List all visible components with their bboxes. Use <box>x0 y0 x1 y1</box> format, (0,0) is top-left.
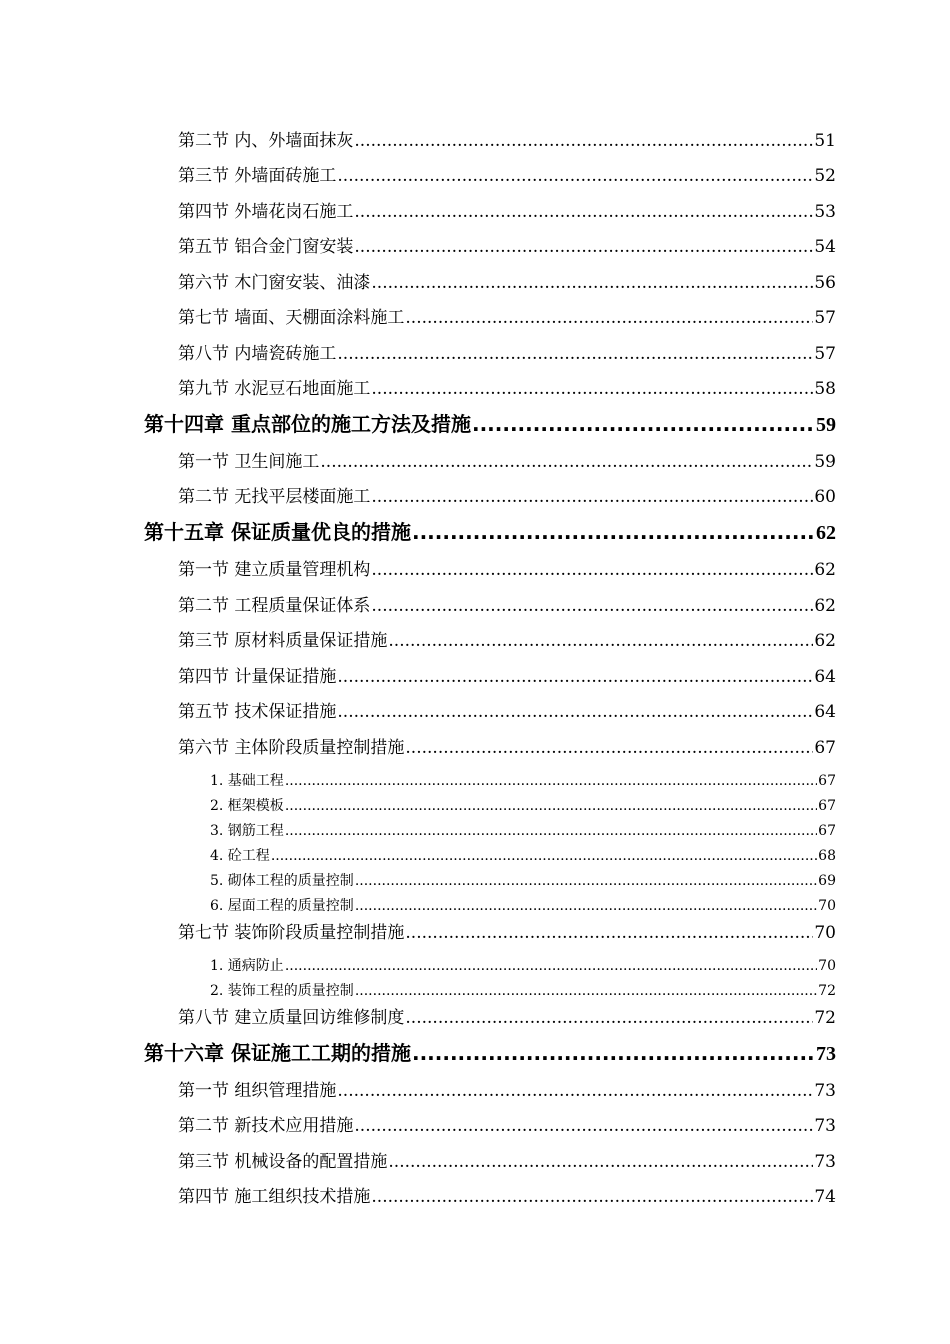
toc-entry-title: 第一节 建立质量管理机构 <box>178 560 371 580</box>
toc-entry[interactable] <box>178 482 836 507</box>
toc-entry-title: 第一节 卫生间施工 <box>178 452 320 472</box>
toc-leader-dots <box>337 344 813 364</box>
toc-entry-title: 1. 通病防止 <box>210 958 284 974</box>
toc-entry-page: 70 <box>814 923 836 943</box>
toc-entry[interactable] <box>178 126 836 151</box>
toc-entry-title: 4. 砼工程 <box>210 848 270 864</box>
toc-entry[interactable] <box>178 232 836 257</box>
toc-leader-dots <box>337 1081 813 1101</box>
toc-leader-dots <box>405 1008 813 1028</box>
toc-entry[interactable] <box>178 374 836 399</box>
toc-leader-dots <box>285 798 817 814</box>
toc-leader-dots <box>405 923 813 943</box>
toc-entry[interactable] <box>178 1003 836 1028</box>
toc-entry-title: 2. 框架模板 <box>210 798 284 814</box>
toc-leader-dots <box>337 702 813 722</box>
toc-entry-page: 59 <box>814 452 836 472</box>
toc-entry-title: 第二节 内、外墙面抹灰 <box>178 131 354 151</box>
toc-leader-dots <box>371 273 813 293</box>
toc-entry-title: 6. 屋面工程的质量控制 <box>210 898 354 914</box>
toc-leader-dots <box>355 873 817 889</box>
toc-entry-page: 59 <box>816 414 836 436</box>
toc-leader-dots <box>412 520 815 544</box>
toc-entry[interactable] <box>178 303 836 328</box>
toc-entry[interactable] <box>178 197 836 222</box>
toc-subentry[interactable] <box>210 845 836 865</box>
toc-leader-dots <box>388 631 813 651</box>
toc-entry-title: 第一节 组织管理措施 <box>178 1081 337 1101</box>
toc-entry-page: 73 <box>814 1116 836 1136</box>
toc-entry-page: 58 <box>814 379 836 399</box>
toc-subentry[interactable] <box>210 895 836 915</box>
toc-entry-page: 64 <box>814 667 836 687</box>
toc-entry-page: 62 <box>814 631 836 651</box>
toc-entry[interactable] <box>178 447 836 472</box>
toc-leader-dots <box>337 166 813 186</box>
toc-entry-page: 73 <box>816 1043 836 1065</box>
toc-entry[interactable] <box>178 1147 836 1172</box>
toc-leader-dots <box>354 237 813 257</box>
toc-entry-page: 74 <box>814 1187 836 1207</box>
toc-entry[interactable] <box>178 339 836 364</box>
toc-leader-dots <box>354 1116 813 1136</box>
toc-leader-dots <box>285 958 817 974</box>
toc-entry-page: 72 <box>818 983 836 999</box>
toc-leader-dots <box>271 848 817 864</box>
toc-entry-title: 第十四章 重点部位的施工方法及措施 <box>144 412 471 436</box>
toc-leader-dots <box>405 738 813 758</box>
toc-chapter-entry[interactable] <box>144 1037 836 1066</box>
toc-entry-title: 第九节 水泥豆石地面施工 <box>178 379 371 399</box>
toc-subentry[interactable] <box>210 955 836 975</box>
toc-entry-title: 第八节 内墙瓷砖施工 <box>178 344 337 364</box>
toc-entry-title: 第七节 墙面、天棚面涂料施工 <box>178 308 405 328</box>
toc-leader-dots <box>472 412 815 436</box>
toc-subentry[interactable] <box>210 980 836 1000</box>
toc-entry-page: 53 <box>814 202 836 222</box>
toc-entry[interactable] <box>178 591 836 616</box>
toc-entry-title: 第五节 技术保证措施 <box>178 702 337 722</box>
toc-subentry[interactable] <box>210 820 836 840</box>
toc-entry[interactable] <box>178 733 836 758</box>
toc-entry-title: 第十五章 保证质量优良的措施 <box>144 520 411 544</box>
toc-entry-title: 第五节 铝合金门窗安装 <box>178 237 354 257</box>
toc-entry[interactable] <box>178 268 836 293</box>
toc-entry-page: 57 <box>814 344 836 364</box>
toc-chapter-entry[interactable] <box>144 516 836 545</box>
toc-subentry[interactable] <box>210 770 836 790</box>
toc-leader-dots <box>412 1041 815 1065</box>
toc-leader-dots <box>405 308 813 328</box>
toc-entry-title: 第四节 施工组织技术措施 <box>178 1187 371 1207</box>
toc-leader-dots <box>371 487 813 507</box>
toc-entry-title: 第六节 主体阶段质量控制措施 <box>178 738 405 758</box>
toc-entry-page: 68 <box>818 848 836 864</box>
toc-entry-title: 2. 装饰工程的质量控制 <box>210 983 354 999</box>
toc-entry-title: 第三节 机械设备的配置措施 <box>178 1152 388 1172</box>
toc-entry-page: 70 <box>818 898 836 914</box>
toc-entry-title: 第八节 建立质量回访维修制度 <box>178 1008 405 1028</box>
toc-entry-title: 第二节 新技术应用措施 <box>178 1116 354 1136</box>
toc-chapter-entry[interactable] <box>144 408 836 437</box>
toc-entry-page: 67 <box>814 738 836 758</box>
toc-entry-title: 1. 基础工程 <box>210 773 284 789</box>
toc-entry-page: 69 <box>818 873 836 889</box>
toc-entry[interactable] <box>178 1111 836 1136</box>
toc-leader-dots <box>285 773 817 789</box>
toc-entry-page: 64 <box>814 702 836 722</box>
toc-subentry[interactable] <box>210 870 836 890</box>
toc-leader-dots <box>388 1152 813 1172</box>
toc-entry[interactable] <box>178 697 836 722</box>
toc-entry-page: 67 <box>818 798 836 814</box>
toc-entry-page: 72 <box>814 1008 836 1028</box>
toc-entry-page: 67 <box>818 823 836 839</box>
toc-entry-page: 62 <box>814 560 836 580</box>
toc-leader-dots <box>337 667 813 687</box>
toc-leader-dots <box>371 560 813 580</box>
toc-entry-page: 56 <box>814 273 836 293</box>
toc-entry-title: 第二节 工程质量保证体系 <box>178 596 371 616</box>
toc-subentry[interactable] <box>210 795 836 815</box>
toc-entry[interactable] <box>178 161 836 186</box>
toc-leader-dots <box>355 898 817 914</box>
toc-entry-page: 70 <box>818 958 836 974</box>
toc-entry-title: 第七节 装饰阶段质量控制措施 <box>178 923 405 943</box>
toc-leader-dots <box>320 452 813 472</box>
toc-entry-page: 73 <box>814 1152 836 1172</box>
toc-entry[interactable] <box>178 1076 836 1101</box>
toc-entry-page: 62 <box>814 596 836 616</box>
toc-leader-dots <box>371 379 813 399</box>
toc-entry-title: 5. 砌体工程的质量控制 <box>210 873 354 889</box>
toc-entry-title: 第六节 木门窗安装、油漆 <box>178 273 371 293</box>
toc-leader-dots <box>285 823 817 839</box>
toc-entry-page: 73 <box>814 1081 836 1101</box>
toc-leader-dots <box>354 202 813 222</box>
toc-entry-title: 第四节 外墙花岗石施工 <box>178 202 354 222</box>
toc-entry-page: 51 <box>814 131 836 151</box>
toc-leader-dots <box>354 131 813 151</box>
toc-leader-dots <box>371 1187 813 1207</box>
toc-entry-page: 60 <box>814 487 836 507</box>
toc-leader-dots <box>371 596 813 616</box>
toc-entry[interactable] <box>178 626 836 651</box>
toc-entry[interactable] <box>178 662 836 687</box>
toc-entry-title: 3. 钢筋工程 <box>210 823 284 839</box>
toc-leader-dots <box>355 983 817 999</box>
toc-entry-page: 54 <box>814 237 836 257</box>
toc-entry[interactable] <box>178 1182 836 1207</box>
toc-entry-page: 57 <box>814 308 836 328</box>
toc-entry-title: 第四节 计量保证措施 <box>178 667 337 687</box>
toc-entry[interactable] <box>178 918 836 943</box>
toc-entry-page: 67 <box>818 773 836 789</box>
toc-entry[interactable] <box>178 555 836 580</box>
toc-entry-page: 62 <box>816 522 836 544</box>
toc-entry-title: 第三节 外墙面砖施工 <box>178 166 337 186</box>
toc-entry-title: 第十六章 保证施工工期的措施 <box>144 1041 411 1065</box>
toc-entry-page: 52 <box>814 166 836 186</box>
toc-entry-title: 第三节 原材料质量保证措施 <box>178 631 388 651</box>
toc-entry-title: 第二节 无找平层楼面施工 <box>178 487 371 507</box>
